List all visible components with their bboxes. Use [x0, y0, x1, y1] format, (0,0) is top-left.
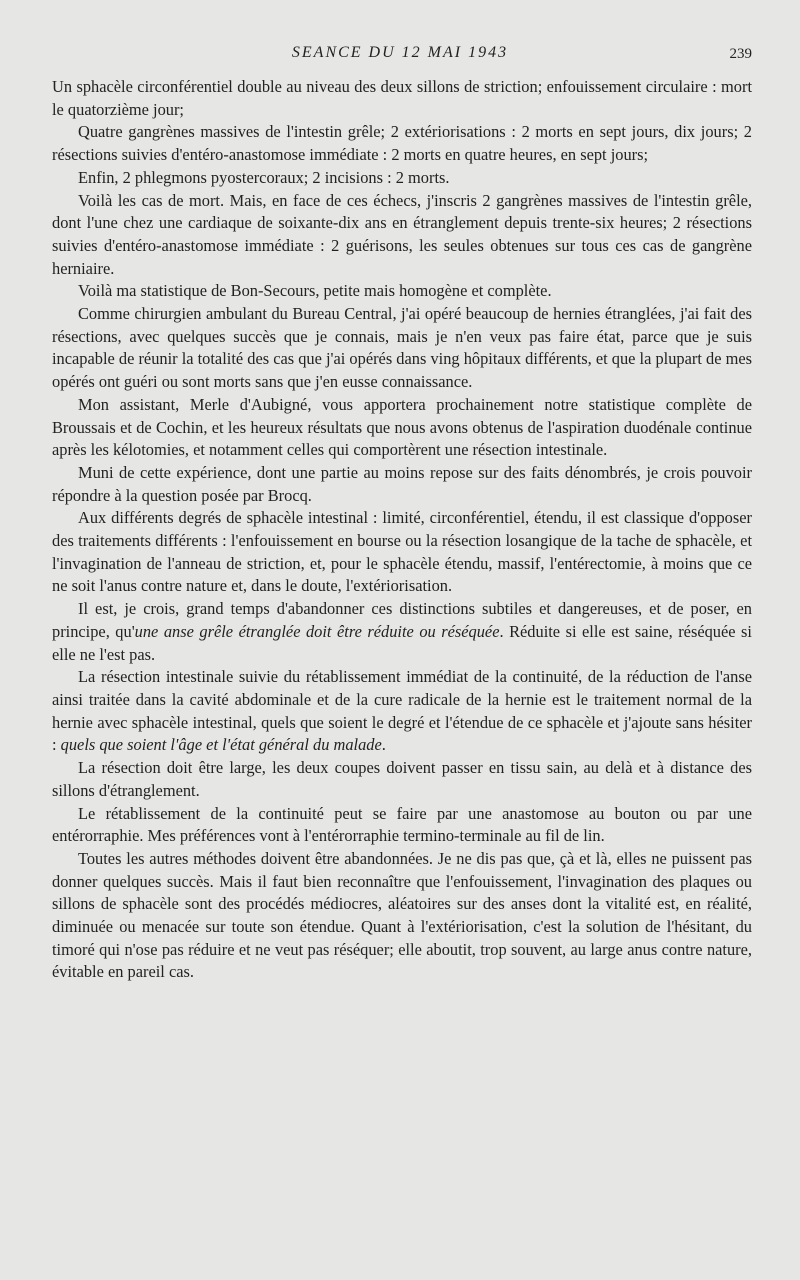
- emphasis-text: quels que soient l'âge et l'état général du malade: [60, 735, 382, 755]
- paragraph: Un sphacèle circonférentiel double au niveau des deux sillons de striction; enfouissement circulaire : mort le quatorzième jour;: [52, 77, 752, 119]
- emphasis-text: une anse grêle étranglée doit être réduite ou réséquée: [134, 621, 500, 641]
- running-title: SEANCE DU 12 MAI 1943: [291, 44, 509, 61]
- body-text: [52, 76, 752, 984]
- paragraph: Le rétablissement de la continuité peut se faire par une anastomose au bouton ou par une entérorraphie. Mes préférences vont à l'entérorraphie termino-terminale au fil de lin.: [52, 803, 752, 846]
- page-header: [52, 44, 752, 68]
- text-run: Il est, je crois, grand temps d'abandonner ces distinctions subtiles et dangereuses, et de poser, en principe, qu': [52, 599, 752, 641]
- paragraph: [52, 666, 752, 757]
- paragraph: [52, 598, 752, 666]
- paragraph: Mon assistant, Merle d'Aubigné, vous apportera prochainement notre statistique complète de Broussais et de Cochin, et les heureux résultats que nous avons obtenus de l'aspiration duodénale continue après les kélotomies, et notamment celles qui comportèrent une résection intestinale.: [52, 394, 752, 460]
- text-run: . Réduite si elle est saine, réséquée si elle ne l'est pas.: [52, 621, 752, 664]
- page-number: 239: [729, 46, 752, 62]
- paragraph: Comme chirurgien ambulant du Bureau Central, j'ai opéré beaucoup de hernies étranglées, j'ai fait des résections, avec quelques succès que je connais, mais je n'en veux pas faire état, parce que je suis incapable de réunir la totalité des cas que j'ai opérés dans ving hôpitaux différents, et que la plupart de mes opérés ont guéri ou sont morts sans que j'en eusse connaissance.: [52, 304, 752, 392]
- text-run: La résection intestinale suivie du rétablissement immédiat de la continuité, de la réduction de l'anse ainsi traitée dans la cavité abdominale et de la cure radicale de la hernie est le traitement normal de la hernie avec sphacèle intestinal, quels que soient le degré et l'étendue de ce sphacèle et j'ajoute sans hésiter :: [52, 667, 752, 755]
- paragraph: Toutes les autres méthodes doivent être abandonnées. Je ne dis pas que, çà et là, elles ne puissent pas donner quelques succès. Mais il faut bien reconnaître que l'enfouissement, l'invagination des plaques ou sillons de sphacèle sont des procédés médiocres, aléatoires sur des anses dont la vitalité est, en réalité, diminuée ou menacée sur toute son étendue. Quant à l'extériorisation, c'est la solution de l'hésitant, du timoré qui n'ose pas réduire et ne veut pas réséquer; elle aboutit, trop souvent, au large anus contre nature, évitable en pareil cas.: [52, 848, 752, 982]
- paragraph: La résection doit être large, les deux coupes doivent passer en tissu sain, au delà et à distance des sillons d'étranglement.: [52, 758, 752, 800]
- paragraph: Muni de cette expérience, dont une partie au moins repose sur des faits dénombrés, je crois pouvoir répondre à la question posée par Brocq.: [52, 462, 752, 505]
- paragraph: Aux différents degrés de sphacèle intestinal : limité, circonférentiel, étendu, il est classique d'opposer des traitements différents : l'enfouissement en bourse ou la résection losangique de la tache de sphacèle, et l'invagination de l'anneau de striction, et, pour le sphacèle étendu, massif, l'entérectomie, à moins que ce ne soit l'anus contre nature et, dans le doute, l'extériorisation.: [52, 508, 752, 596]
- text-run: .: [381, 735, 386, 755]
- paragraph: Voilà les cas de mort. Mais, en face de ces échecs, j'inscris 2 gangrènes massives de l'intestin grêle, dont l'une chez une cardiaque de soixante-dix ans en étranglement depuis trente-six heures; 2 résections suivies d'entéro-anastomose immédiate : 2 guérisons, les seules obtenues sur tous ces cas de gangrène herniaire.: [52, 190, 752, 278]
- paragraph: Voilà ma statistique de Bon-Secours, petite mais homogène et complète.: [78, 281, 552, 301]
- paragraph: Quatre gangrènes massives de l'intestin grêle; 2 extériorisations : 2 morts en sept jours, dix jours; 2 résections suivies d'entéro-anastomose immédiate : 2 morts en quatre heures, en sept jours;: [52, 122, 752, 165]
- paragraph: Enfin, 2 phlegmons pyostercoraux; 2 incisions : 2 morts.: [78, 167, 450, 187]
